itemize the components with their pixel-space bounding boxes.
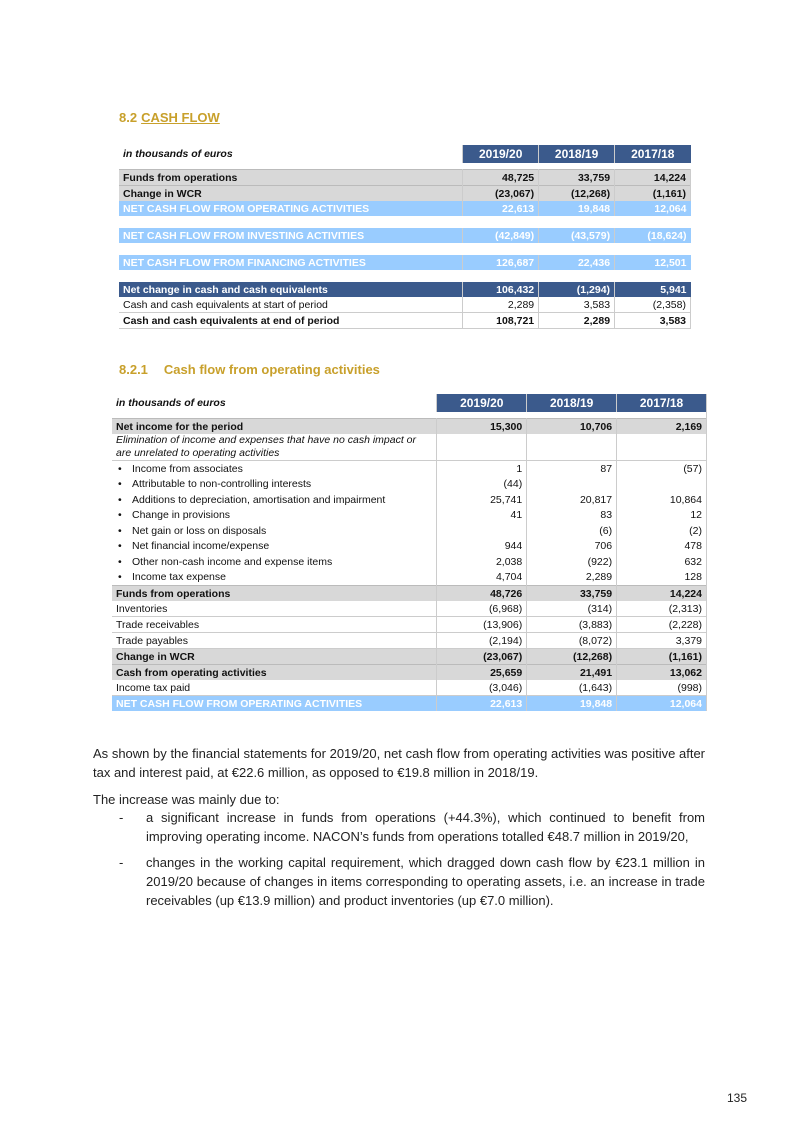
bullet-icon: • (118, 509, 122, 522)
cell-value: 15,300 (437, 419, 527, 435)
cell-value: 13,062 (617, 665, 707, 681)
cell-value: (43,579) (539, 228, 615, 243)
cell-value: 478 (617, 539, 707, 555)
table-row (112, 649, 707, 665)
bullet-icon: • (118, 555, 122, 568)
table-row (112, 586, 707, 602)
cell-value (437, 434, 527, 461)
table-row (119, 170, 691, 186)
cell-value (437, 523, 527, 539)
section-title: CASH FLOW (141, 110, 220, 125)
table-row (112, 539, 707, 555)
cell-value: 48,725 (463, 170, 539, 186)
cash-flow-summary-table (119, 145, 691, 329)
bullet-icon: • (118, 462, 122, 475)
bullet-icon: • (118, 571, 122, 584)
bullet-icon: • (118, 524, 122, 537)
cell-value (527, 434, 617, 461)
cell-value: (8,072) (527, 633, 617, 649)
table-row (112, 492, 707, 508)
row-label: • Change in provisions (112, 508, 437, 524)
cell-value: 48,726 (437, 586, 527, 602)
year-header: 2017/18 (617, 394, 707, 412)
row-label: Net change in cash and cash equivalents (119, 282, 463, 297)
row-label: • Other non-cash income and expense items (112, 554, 437, 570)
cell-value: 3,379 (617, 633, 707, 649)
cell-value: 2,169 (617, 419, 707, 435)
dash-icon: - (119, 855, 124, 870)
cell-value: (3,046) (437, 680, 527, 696)
cell-value (527, 477, 617, 493)
cell-value: 14,224 (615, 170, 691, 186)
cell-value: 12,501 (615, 255, 691, 270)
cell-value: (3,883) (527, 617, 617, 633)
table-row (112, 696, 707, 712)
cell-value: 706 (527, 539, 617, 555)
table-row (119, 228, 691, 243)
bullet-icon: • (118, 493, 122, 506)
row-label: Inventories (112, 601, 437, 617)
cell-value: (23,067) (437, 649, 527, 665)
row-label: NET CASH FLOW FROM INVESTING ACTIVITIES (119, 228, 463, 243)
row-label: Funds from operations (112, 586, 437, 602)
cell-value: 2,289 (463, 297, 539, 313)
cell-value: 19,848 (539, 201, 615, 216)
cell-value: (1,161) (615, 186, 691, 202)
cell-value: 22,613 (437, 696, 527, 712)
cell-value: 3,583 (539, 297, 615, 313)
cell-value: (18,624) (615, 228, 691, 243)
cell-value: 4,704 (437, 570, 527, 586)
body-paragraph: The increase was mainly due to: (93, 792, 280, 807)
cell-value: 128 (617, 570, 707, 586)
row-label: Net income for the period (112, 419, 437, 435)
cell-value: 12,064 (617, 696, 707, 712)
cell-value: 10,706 (527, 419, 617, 435)
table-row (119, 313, 691, 329)
cell-value: 21,491 (527, 665, 617, 681)
cell-value: (57) (617, 461, 707, 477)
cell-value: (2,358) (615, 297, 691, 313)
table-row (112, 570, 707, 586)
cell-value (617, 477, 707, 493)
row-label: • Net financial income/expense (112, 539, 437, 555)
cell-value: (1,161) (617, 649, 707, 665)
row-label: Income tax paid (112, 680, 437, 696)
row-label: Trade receivables (112, 617, 437, 633)
list-item (119, 853, 705, 910)
year-header: 2019/20 (463, 145, 539, 163)
subsection-heading (119, 362, 380, 377)
cell-value: 22,613 (463, 201, 539, 216)
row-label: Funds from operations (119, 170, 463, 186)
row-label: • Income from associates (112, 461, 437, 477)
cell-value: 1 (437, 461, 527, 477)
row-label: NET CASH FLOW FROM OPERATING ACTIVITIES (119, 201, 463, 216)
row-label: Cash and cash equivalents at start of period (119, 297, 463, 313)
table-row (112, 434, 707, 461)
table-row (119, 201, 691, 216)
year-header: 2019/20 (437, 394, 527, 412)
row-label: NET CASH FLOW FROM OPERATING ACTIVITIES (112, 696, 437, 712)
table-row (112, 419, 707, 435)
table-row (112, 617, 707, 633)
section-heading (119, 110, 220, 125)
cell-value: 2,289 (539, 313, 615, 329)
cell-value: 2,038 (437, 554, 527, 570)
cell-value: 25,659 (437, 665, 527, 681)
row-label: Change in WCR (119, 186, 463, 202)
table-row (112, 633, 707, 649)
cell-value: (44) (437, 477, 527, 493)
subsection-number: 8.2.1 (119, 362, 148, 377)
row-label: • Additions to depreciation, amortisation and impairment (112, 492, 437, 508)
cell-value: 106,432 (463, 282, 539, 297)
row-label: Cash from operating activities (112, 665, 437, 681)
cell-value: (42,849) (463, 228, 539, 243)
table-row (112, 461, 707, 477)
body-paragraph: As shown by the financial statements for 2019/20, net cash flow from operating activities was positive after tax and interest paid, at €22.6 million, as opposed to €19.8 million in 2018/19. (93, 746, 705, 780)
list-item-text: changes in the working capital requirement, which dragged down cash flow by €23.1 million in 2019/20 because of changes in items corresponding to operating assets, i.e. an increase in trade receivables (up €13.9 million) and product inventories (up €7.0 million). (146, 855, 705, 908)
cell-value: 22,436 (539, 255, 615, 270)
row-label: • Income tax expense (112, 570, 437, 586)
cell-value: 25,741 (437, 492, 527, 508)
cell-value: 5,941 (615, 282, 691, 297)
cell-value: 87 (527, 461, 617, 477)
table-row (119, 186, 691, 202)
table-row (112, 665, 707, 681)
cell-value: 126,687 (463, 255, 539, 270)
table-header-row (119, 145, 691, 163)
row-label: Trade payables (112, 633, 437, 649)
list-item-text: a significant increase in funds from operations (+44.3%), which continued to benefit from improving operating income. NACON’s funds from operations totalled €48.7 million in 2019/20, (146, 810, 705, 844)
cell-value: (2,194) (437, 633, 527, 649)
table-row (112, 477, 707, 493)
unit-label: in thousands of euros (119, 145, 463, 163)
row-label: NET CASH FLOW FROM FINANCING ACTIVITIES (119, 255, 463, 270)
table-header-row (112, 394, 707, 412)
row-label: Cash and cash equivalents at end of period (119, 313, 463, 329)
unit-label: in thousands of euros (112, 394, 437, 412)
cell-value (617, 434, 707, 461)
bullet-icon: • (118, 478, 122, 491)
cell-value: 108,721 (463, 313, 539, 329)
table-row (119, 255, 691, 270)
cell-value: (23,067) (463, 186, 539, 202)
cell-value: 83 (527, 508, 617, 524)
row-label: Elimination of income and expenses that have no cash impact or are unrelated to operating activities (112, 434, 437, 461)
cell-value: (314) (527, 601, 617, 617)
cell-value: 632 (617, 554, 707, 570)
row-label: • Net gain or loss on disposals (112, 523, 437, 539)
subsection-title: Cash flow from operating activities (163, 362, 380, 377)
cell-value: (6,968) (437, 601, 527, 617)
table-row (112, 680, 707, 696)
cell-value: 944 (437, 539, 527, 555)
table-row (112, 523, 707, 539)
cell-value: (2,228) (617, 617, 707, 633)
year-header: 2017/18 (615, 145, 691, 163)
cell-value: 19,848 (527, 696, 617, 712)
cell-value: 33,759 (539, 170, 615, 186)
cell-value: (998) (617, 680, 707, 696)
dash-icon: - (119, 810, 124, 825)
cell-value: 33,759 (527, 586, 617, 602)
table-row (119, 297, 691, 313)
cell-value: (1,294) (539, 282, 615, 297)
year-header: 2018/19 (539, 145, 615, 163)
cell-value: (2,313) (617, 601, 707, 617)
cell-value: (2) (617, 523, 707, 539)
cell-value: (12,268) (539, 186, 615, 202)
cell-value: 20,817 (527, 492, 617, 508)
cell-value: (922) (527, 554, 617, 570)
list-item (119, 808, 705, 846)
table-row (112, 601, 707, 617)
cell-value: (6) (527, 523, 617, 539)
cell-value: 41 (437, 508, 527, 524)
cell-value: (12,268) (527, 649, 617, 665)
year-header: 2018/19 (527, 394, 617, 412)
section-number: 8.2 (119, 110, 138, 125)
cell-value: 12,064 (615, 201, 691, 216)
row-label: Change in WCR (112, 649, 437, 665)
row-label: • Attributable to non-controlling interests (112, 477, 437, 493)
page-number: 135 (727, 1091, 748, 1105)
bullet-icon: • (118, 540, 122, 553)
operating-cash-flow-table (112, 394, 707, 711)
table-row (112, 554, 707, 570)
cell-value: 14,224 (617, 586, 707, 602)
table-row (119, 282, 691, 297)
cell-value: (13,906) (437, 617, 527, 633)
cell-value: 2,289 (527, 570, 617, 586)
cell-value: (1,643) (527, 680, 617, 696)
table-row (112, 508, 707, 524)
cell-value: 12 (617, 508, 707, 524)
cell-value: 10,864 (617, 492, 707, 508)
cell-value: 3,583 (615, 313, 691, 329)
